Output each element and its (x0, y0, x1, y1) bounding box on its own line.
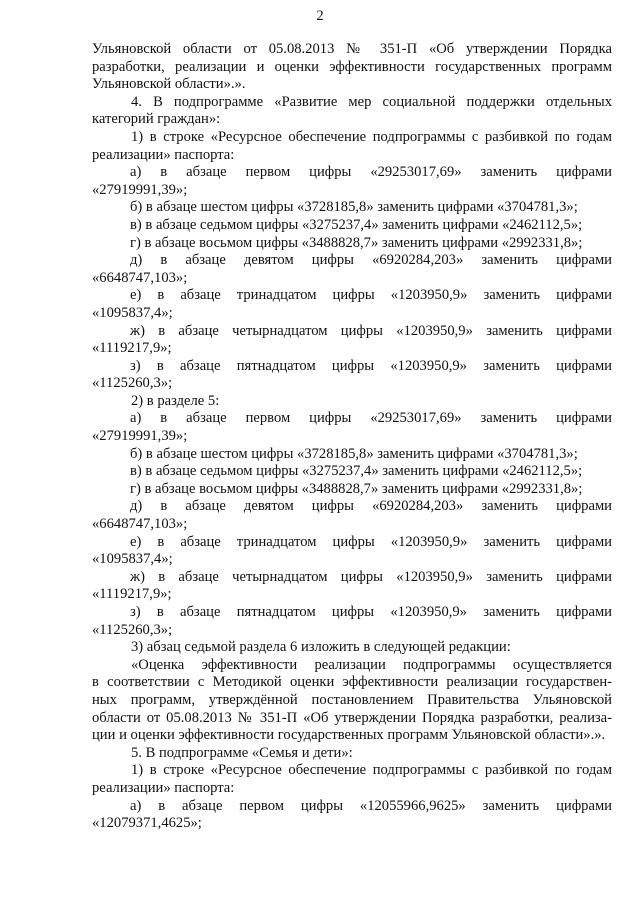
text-line: «1119217,9»; (92, 586, 172, 603)
text-line: «27919991,39»; (92, 181, 188, 198)
text-line: 2) в разделе 5: (131, 392, 220, 409)
text-line: «1125260,3»; (92, 621, 173, 638)
text-line: б) в абзаце шестом цифры «3728185,8» заменить цифрами «3704781,3»; (130, 445, 578, 462)
text-line: Ульяновской области».». (92, 76, 246, 93)
text-line: реализации» паспорта: (92, 146, 235, 163)
text-line: категорий граждан»: (92, 111, 221, 128)
text-line: а) в абзаце первом цифры «12055966,9625» заменить цифрами (130, 797, 612, 814)
text-line: е) в абзаце тринадцатом цифры «1203950,9» заменить цифрами (130, 533, 612, 550)
document-body (92, 41, 612, 833)
text-line: г) в абзаце восьмом цифры «3488828,7» заменить цифрами «2992331,8»; (130, 480, 583, 497)
text-line: ж) в абзаце четырнадцатом цифры «1203950,9» заменить цифрами (130, 322, 612, 339)
text-line: «1119217,9»; (92, 340, 172, 357)
text-line: г) в абзаце восьмом цифры «3488828,7» заменить цифрами «2992331,8»; (130, 234, 583, 251)
text-line: б) в абзаце шестом цифры «3728185,8» заменить цифрами «3704781,3»; (130, 199, 578, 216)
text-line: 4. В подпрограмме «Развитие мер социальной поддержки отдельных (131, 93, 612, 110)
text-line: а) в абзаце первом цифры «29253017,69» заменить цифрами (130, 410, 612, 427)
text-line: Ульяновской области от 05.08.2013 № 351-П «Об утверждении Порядка (92, 41, 612, 57)
text-line: 1) в строке «Ресурсное обеспечение подпрограммы с разбивкой по годам (131, 762, 612, 779)
text-line: з) в абзаце пятнадцатом цифры «1203950,9» заменить цифрами (130, 604, 612, 620)
text-line: «1095837,4»; (92, 304, 173, 321)
text-line: ции и оценки эффективности государственных программ Ульяновской области».». (92, 727, 606, 744)
text-line: 3) абзац седьмой раздела 6 изложить в следующей редакции: (131, 639, 511, 656)
text-line: «12079371,4625»; (92, 815, 202, 832)
text-line: разработки, реализации и оценки эффективности государственных программ (92, 58, 612, 75)
text-line: д) в абзаце девятом цифры «6920284,203» заменить цифрами (130, 498, 612, 515)
text-line: в) в абзаце седьмом цифры «3275237,4» заменить цифрами «2462112,5»; (130, 216, 583, 233)
text-line: а) в абзаце первом цифры «29253017,69» заменить цифрами (130, 164, 612, 181)
text-line: реализации» паспорта: (92, 779, 235, 796)
text-line: е) в абзаце тринадцатом цифры «1203950,9» заменить цифрами (130, 287, 612, 304)
text-line: ж) в абзаце четырнадцатом цифры «1203950,9» заменить цифрами (130, 568, 612, 585)
text-line: 1) в строке «Ресурсное обеспечение подпрограммы с разбивкой по годам (131, 128, 612, 145)
text-line: «27919991,39»; (92, 428, 188, 445)
page-number: 2 (316, 8, 324, 24)
text-line: «1125260,3»; (92, 375, 173, 392)
text-line: в) в абзаце седьмом цифры «3275237,4» заменить цифрами «2462112,5»; (130, 463, 583, 480)
text-line: з) в абзаце пятнадцатом цифры «1203950,9» заменить цифрами (130, 357, 612, 374)
text-line: д) в абзаце девятом цифры «6920284,203» заменить цифрами (130, 252, 612, 269)
text-line: в соответствии с Методикой оценки эффективности реализации государствен- (92, 674, 612, 691)
text-line: «Оценка эффективности реализации подпрограммы осуществляется (131, 656, 612, 673)
text-line: ных программ, утверждённой постановлением Правительства Ульяновской (92, 691, 612, 708)
text-line: «6648747,103»; (92, 269, 188, 286)
text-line: области от 05.08.2013 № 351-П «Об утверждении Порядка разработки, реализа- (92, 709, 612, 726)
text-line: «1095837,4»; (92, 551, 173, 568)
text-line: 5. В подпрограмме «Семья и дети»: (131, 744, 353, 761)
text-line: «6648747,103»; (92, 516, 188, 533)
